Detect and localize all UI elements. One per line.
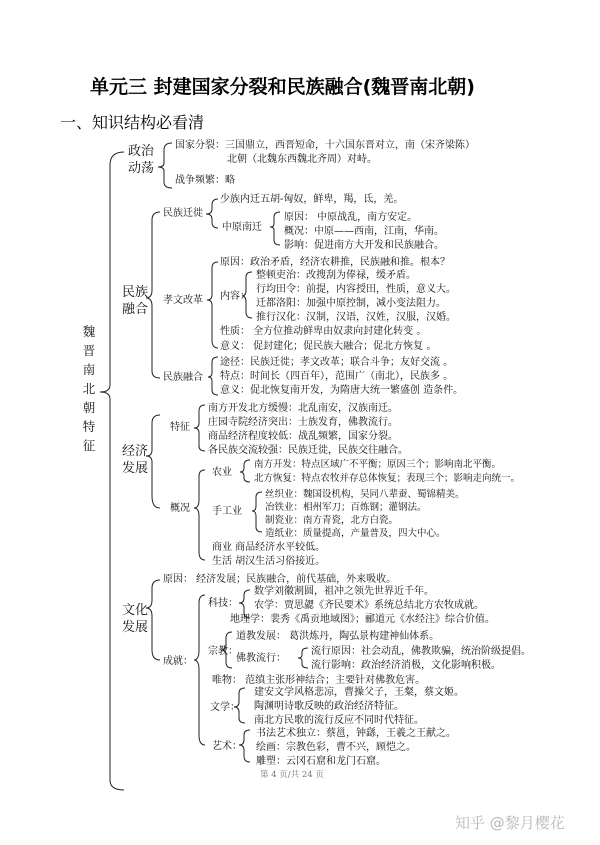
- religion-label: 宗教：: [208, 646, 238, 657]
- fusion-item: 意义：促北恢复南开发，为隋唐大统一繁盛创 造条件。: [220, 385, 464, 396]
- art-item: 书法艺术独立：蔡邕，钟繇，王羲之王献之。: [256, 728, 456, 739]
- south-item: 原因： 中原战乱，南方安定。: [284, 212, 418, 223]
- politics-label: 政治动荡: [128, 144, 155, 176]
- migration-label: 民族迁徙: [163, 208, 203, 219]
- south-item: 影响：促进南方大开发和民族融合。: [284, 240, 444, 251]
- reform-label: 孝文改革: [163, 295, 203, 306]
- art-label: 艺术：: [212, 741, 242, 752]
- literature-item: 南北方民歌的流行反应不同时代特征。: [254, 715, 424, 726]
- south-item: 概况：中原——西南，江南，华南。: [284, 226, 444, 237]
- south-migration-label: 中原南迁: [222, 222, 262, 233]
- art-item: 绘画：宗教色彩，曹不兴，顾恺之。: [256, 742, 416, 753]
- economy-label: 经济发展: [122, 444, 149, 476]
- overview-label: 概况: [170, 503, 190, 514]
- buddhism-item: 流行原因：社会动乱，佛教欺骗，统治阶级提倡。: [311, 646, 531, 657]
- reform-item: 推行汉化：汉制，汉语，汉姓，汉服，汉婚。: [256, 312, 456, 323]
- agriculture-item: 南方开发：特点区域广不平衡；原因三个；影响南北平衡。: [254, 459, 502, 470]
- reform-item: 迁都洛阳：加强中原控制，减小变法阻力。: [256, 298, 446, 309]
- section-heading: 一、知识结构必看清: [60, 113, 205, 132]
- commerce-line: 商业 商品经济水平较低。: [212, 542, 326, 553]
- literature-item: 建安文学风格悲凉，曹操父子，王粲，蔡文姬。: [254, 687, 464, 698]
- migration-line: 少族内迁五胡-匈奴，鲜卑，羯，氐，羌。: [220, 194, 404, 205]
- tech-item: 地理学：裴秀《禹贡地域图》；郦道元《水经注》综合价值。: [230, 614, 495, 625]
- culture-reason: 原因： 经济发展；民族融合，前代基础，外来吸收。: [163, 574, 397, 585]
- watermark: 知乎 @黎月樱花: [455, 814, 565, 832]
- politics-line-3: 战争频繁：略: [175, 175, 235, 186]
- reform-reason: 原因：政治矛盾，经济农耕推，民族融和推。根本？: [220, 257, 450, 268]
- culture-label: 文化发展: [122, 603, 149, 635]
- buddhism-item: 流行影响：政治经济消极，文化影响积极。: [311, 660, 501, 671]
- feature-item: 南方开发北方缓慢：北乱南安，汉族南迁。: [208, 403, 398, 414]
- taoism-line: 道教发展： 葛洪炼丹，陶弘景构建神仙体系。: [236, 631, 440, 642]
- page-title: 单元三 封建国家分裂和民族融合(魏晋南北朝): [90, 76, 475, 98]
- features-label: 特征: [170, 422, 190, 433]
- reform-content-label: 内容：: [220, 291, 250, 302]
- handicraft-item: 制瓷业：南方青瓷，北方白瓷。: [265, 515, 399, 526]
- handicraft-item: 丝织业：魏国设机构，吴同八辈蚕、蜀锦精美。: [265, 489, 465, 500]
- fusion-item: 特点：时间长（四百年），范围广（南北），民族多 。: [220, 371, 454, 382]
- handicraft-item: 造纸业：质量提高，产量普及，四大中心。: [265, 528, 446, 539]
- buddhism-label: 佛教流行：: [236, 653, 286, 664]
- literature-label: 文学：: [210, 702, 240, 713]
- feature-item: 商品经济程度较低：战乱频繁，国家分裂。: [208, 431, 398, 442]
- reform-nature: 性质： 全方位推动鲜卑由奴隶向封建化转变 。: [220, 326, 427, 337]
- feature-item: 庄园寺院经济突出：士族发育，佛教流行。: [208, 417, 398, 428]
- root-label: 魏晋南北朝特征: [82, 324, 96, 453]
- ethnic-label: 民族融合: [122, 285, 149, 317]
- reform-meaning: 意义： 促封建化；促民族大融合；促北方恢复 。: [220, 341, 437, 352]
- achievements-label: 成就：: [163, 656, 193, 667]
- feature-item: 各民族交流较强：民族迁徙，民族交往融合。: [208, 445, 408, 456]
- tech-label: 科技：: [208, 598, 238, 609]
- politics-line-1: 国家分裂：三国鼎立，西晋短命，十六国东晋对立，南（宋齐梁陈）: [175, 140, 475, 151]
- fusion-item: 途径：民族迁徙；孝文改革；联合斗争；友好交流 。: [220, 357, 454, 368]
- politics-line-2: 北朝（北魏东西魏北齐周）对峙。: [227, 154, 377, 165]
- literature-item: 陶渊明诗歌反映的政治经济特征。: [254, 701, 404, 712]
- reform-item: 行均田令：前提，内容授田，性质，意义大。: [256, 284, 456, 295]
- agriculture-item: 北方恢复：特点农牧并存总体恢复；表现三个；影响走向统一。: [254, 473, 521, 484]
- fusion-label: 民族融合: [163, 372, 203, 383]
- agriculture-label: 农业: [212, 467, 232, 478]
- reform-item: 整顿吏治：改搜刮为俸禄，缓矛盾。: [256, 270, 416, 281]
- tech-item: 农学：贾思勰《齐民要术》系统总结北方农牧成就。: [254, 600, 484, 611]
- handicraft-item: 冶铁业：相州军刀；百炼钢；灌钢法。: [265, 502, 427, 513]
- tech-item: 数学刘徽割圆，祖冲之领先世界近千年。: [254, 586, 434, 597]
- art-item: 雕塑：云冈石窟和龙门石窟。: [256, 756, 386, 767]
- page-footer: 第 4 页/共 24 页: [260, 770, 324, 780]
- materialism-line: 唯物： 范缜主张形神结合；主要针对佛教危害。: [212, 675, 426, 686]
- life-line: 生活 胡汉生活习俗接近。: [212, 556, 326, 567]
- handicraft-label: 手工业: [212, 506, 242, 517]
